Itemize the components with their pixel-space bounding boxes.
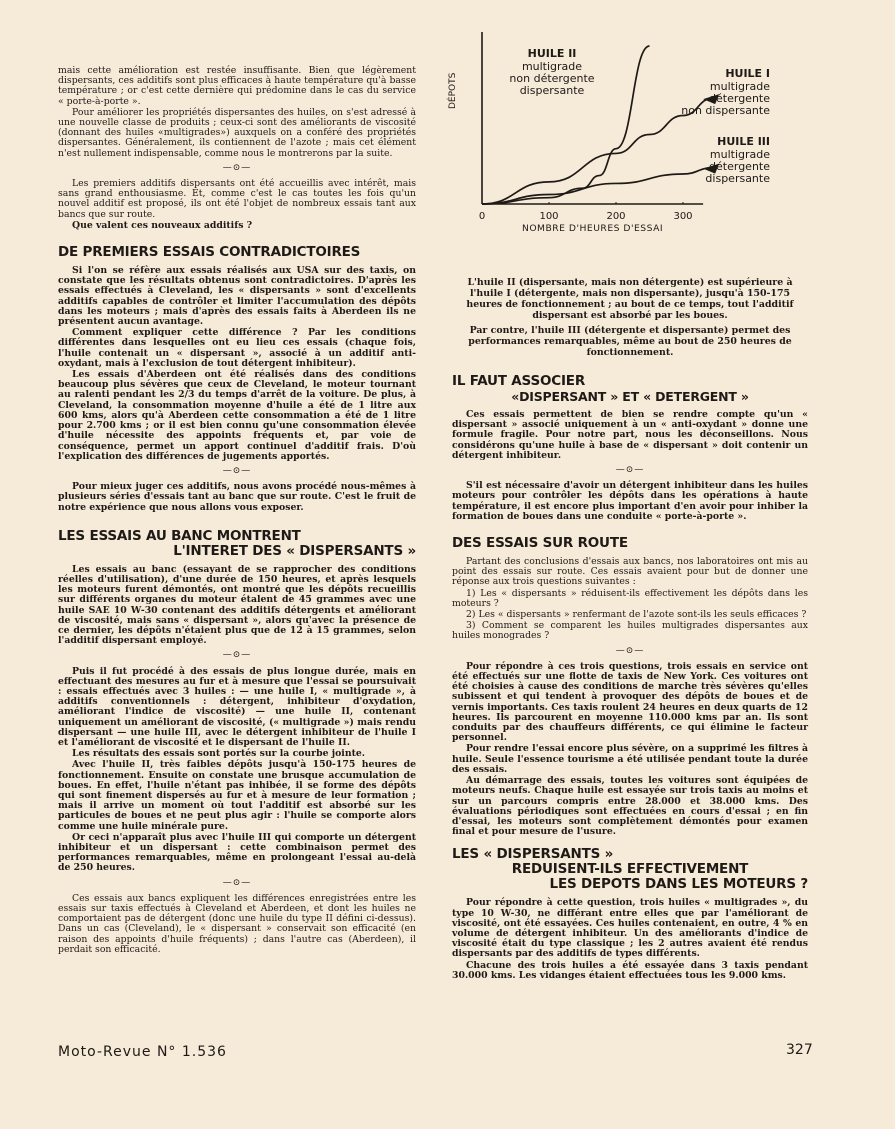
- paragraph: Ces essais permettent de bien se rendre compte qu'un « dispersant » associé uniquement à un « anti-oxydant » donne une formule fragile. Pour notre part, nous les déconseillons. Nous considérons qu'une huile à base de « dispersant » doit contenir un détergent inhibiteur.: [452, 409, 808, 461]
- paragraph: Ces essais aux bancs expliquent les différences enregistrées entre les essais sur taxis effectués à Cleveland et Aberdeen, et dont les huiles ne comportaient pas de détergent (donc une huile du type II défini ci-dessus). Dans un cas (Cleveland), le « dispersant » conservait son efficacité (en raison des appoints d'huile fréquents) ; dans l'autre cas (Aberdeen), il perdait son efficacité.: [58, 892, 416, 955]
- separator: —⊙—: [222, 162, 252, 173]
- paragraph: Pour rendre l'essai encore plus sévère, on a supprimé les filtres à huile. Seule l'essence tourisme a été utilisée pendant toute la durée des essais.: [452, 743, 808, 775]
- series-desc-label: détergente: [709, 92, 770, 105]
- section-heading: DE PREMIERS ESSAIS CONTRADICTOIRES: [58, 244, 361, 261]
- series-line-3: [482, 168, 713, 204]
- series-name-label: HUILE III: [717, 135, 770, 148]
- paragraph: 2) Les « dispersants » renfermant de l'azote sont-ils les seuls efficaces ?: [466, 609, 807, 621]
- series-desc-label: dispersante: [705, 172, 770, 185]
- chart-series-labels: [509, 47, 770, 185]
- heading-line: REDUISENT-ILS EFFECTIVEMENT: [511, 861, 749, 878]
- paragraph: Comment expliquer cette différence ? Par les conditions différentes dans lesquelles ont eu lieu ces essais (chaque fois, l'huile contenait un « dispersant », associé à un additif anti-oxydant, mais à l'exclusion de tout détergent inhibiteur).: [58, 327, 416, 369]
- series-desc-label: non détergente: [509, 72, 595, 85]
- paragraph: 3) Comment se comparent les huiles multigrades dispersantes aux huiles monogrades ?: [452, 620, 808, 642]
- paragraph: Pour répondre à ces trois questions, trois essais en service ont été effectués sur une flotte de taxis de New York. Ces voitures ont été choisies à cause des conditions de marche très sévères qu'elles subissent et qui tendent à provoquer des dépôts de boues et de vernis importants. Ces taxis roulent 24 heures en deux quarts de 12 heures. Ils parcourent en moyenne 110.000 kms par an. Ils sont conduits par des chauffeurs différents, ce qui élimine le facteur personnel.: [452, 660, 808, 744]
- y-axis-label: DÉPOTS: [448, 72, 458, 109]
- paragraph: Au démarrage des essais, toutes les voitures sont équipées de moteurs neufs. Chaque huile est essayée sur trois taxis au moins et sur un parcours compris entre 28.000 et 38.000 kms. Des évaluations périodiques sont effectuées en cours d'essai ; en fin d'essai, les moteurs sont complètement démontés pour examen final et pour mesure de l'usure.: [452, 775, 808, 838]
- paragraph: Pour mieux juger ces additifs, nous avons procédé nous-mêmes à plusieurs séries d'essais tant au banc que sur route. C'est le fruit de notre expérience que nous allons vous exposer.: [58, 481, 416, 513]
- heading-line: LES DEPOTS DANS LES MOTEURS ?: [549, 876, 808, 893]
- chart-caption: L'huile II (dispersante, mais non détergente) est supérieure à l'huile I (détergente, mais non dispersante), jusqu'à 150-175 heures de fonctionnement ; au bout de ce temps, tout l'additif dispersant est absorbé par les boues.: [466, 277, 794, 321]
- series-desc-label: détergente: [709, 160, 770, 173]
- right-column: [452, 277, 808, 982]
- series-desc-label: multigrade: [709, 80, 770, 93]
- series-line-2: [482, 98, 713, 204]
- series-desc-label: non dispersante: [681, 104, 770, 117]
- deposits-chart: [440, 30, 810, 255]
- chart-ticks: [479, 202, 693, 222]
- x-tick-label: 100: [539, 211, 559, 222]
- paragraph: Pour améliorer les propriétés dispersantes des huiles, on s'est adressé à une nouvelle classe de produits ; ceux-ci sont des améliorants de viscosité (donnant des huiles «multigrades») auxquels on a conféré des propriétés dispersantes. Généralement, ils contiennent de l'azote ; mais cet élément n'est nullement indispensable, comme nous le montrerons par la suite.: [58, 106, 416, 159]
- x-tick-label: 0: [478, 211, 486, 222]
- paragraph: Or ceci n'apparaît plus avec l'huile III qui comporte un détergent inhibiteur et un dispersant : cette combinaison permet des performances remarquables, même en prolongeant l'essai au-delà de 250 heures.: [58, 831, 416, 874]
- heading-line: L'INTERET DES « DISPERSANTS »: [173, 542, 416, 559]
- paragraph: Les essais au banc (essayant de se rapprocher des conditions réelles d'utilisation), d'une durée de 150 heures, et après lesquels les moteurs furent démontés, ont montré que les dépôts recueillis sur différents organes du moteur étalent de 45 grammes avec une huile SAE 10 W-30 contenant des additifs détergents et améliorant de viscosité, mais sans « dispersant », alors qu'avec la présence de ce dernier, les dépôts n'étaient plus que de 12 à 15 grammes, selon l'additif dispersant employé.: [58, 563, 416, 647]
- x-axis-label: NOMBRE D'HEURES D'ESSAI: [521, 223, 664, 234]
- separator: —⊙—: [222, 650, 252, 661]
- paragraph: Que valent ces nouveaux additifs ?: [72, 219, 253, 231]
- series-desc-label: dispersante: [519, 84, 585, 97]
- separator: —⊙—: [222, 877, 252, 888]
- section-heading: [452, 374, 808, 404]
- paragraph: Les premiers additifs dispersants ont été accueillis avec intérêt, mais sans grand enthousiasme. Et, comme c'est le cas toutes les fois qu'un nouvel additif est proposé, ils ont été l'objet de nombreux essais tant aux bancs que sur route.: [58, 178, 416, 220]
- heading-line: LES « DISPERSANTS »: [452, 846, 614, 863]
- paragraph: Les essais d'Aberdeen ont été réalisés dans des conditions beaucoup plus sévères que ceux de Cleveland, le moteur tournant au ralenti pendant les 2/3 du temps d'arrêt de la voiture. De plus, à Cleveland, la consommation moyenne d'huile a été de 1 litre aux 600 kms, alors qu'à Aberdeen cette consommation a été de 1 litre pour 2.700 kms ; or il est bien connu qu'une consommation élevée d'huile nécessite des appoints fréquents et, par voie de conséquence, permet un apport continuel d'additif frais. D'où l'explication des différences de jugements apportés.: [58, 369, 416, 462]
- paragraph: Avec l'huile II, très faibles dépôts jusqu'à 150-175 heures de fonctionnement. Ensuite on constate une brusque accumulation de boues. En effet, l'huile n'étant pas inhibée, il se forme des dépôts qui sont finement dispersés au fur et à mesure de leur formation ; mais il arrive un moment où tout l'additif est absorbé sur les particules de boues et ne peut plus agir : l'huile se comporte alors comme une huile minérale pure.: [58, 759, 416, 832]
- left-column: [58, 66, 416, 956]
- paragraph: mais cette amélioration est restée insuffisante. Bien que légèrement dispersants, ces additifs sont plus efficaces à haute température qu'à basse température ; or c'est cette dernière qui prédomine dans le cas du service « porte-à-porte ».: [58, 65, 416, 107]
- series-name-label: HUILE II: [527, 47, 577, 60]
- magazine-name: Moto-Revue N° 1.536: [58, 1044, 227, 1060]
- chart-lines: [482, 46, 719, 204]
- separator: —⊙—: [222, 465, 252, 476]
- series-desc-label: multigrade: [521, 60, 583, 73]
- paragraph: 1) Les « dispersants » réduisent-ils effectivement les dépôts dans les moteurs ?: [452, 587, 808, 609]
- page-number: 327: [786, 1042, 813, 1058]
- heading-line: «DISPERSANT » ET « DETERGENT »: [511, 389, 749, 404]
- paragraph: Les résultats des essais sont portés sur la courbe jointe.: [72, 748, 366, 760]
- series-desc-label: multigrade: [709, 148, 770, 161]
- section-heading: [58, 529, 416, 559]
- x-tick-label: 200: [606, 211, 626, 222]
- paragraph: Si l'on se réfère aux essais réalisés aux USA sur des taxis, on constate que les résultats obtenus sont contradictoires. D'après les essais effectués à Cleveland, les « dispersants » sont d'excellents additifs capables de contrôler et limiter l'accumulation des dépôts dans les moteurs ; mais d'après des essais faits à Aberdeen ils ne présentent aucun avantage.: [58, 265, 416, 328]
- paragraph: Puis il fut procédé à des essais de plus longue durée, mais en effectuant des mesures au fur et à mesure que l'essai se poursuivait : essais effectués avec 3 huiles : — une huile I, « multigrade », à additifs conventionnels : détergent, inhibiteur d'oxydation, améliorant l'indice de viscosité) — une huile II, contenant uniquement un améliorant de viscosité, (« multigrade ») mais rendu dispersant — une huile III, avec le détergent inhibiteur de l'huile I et l'améliorant de viscosité et le dispersant de l'huile II.: [58, 665, 416, 748]
- series-name-label: HUILE I: [725, 67, 770, 80]
- paragraph: S'il est nécessaire d'avoir un détergent inhibiteur dans les huiles moteurs pour contrôler les dépôts dans les opérations à haute température, il est encore plus important d'en avoir pour inhiber la formation de boues dans une conduite « porte-à-porte ».: [452, 480, 808, 522]
- paragraph: Partant des conclusions d'essais aux bancs, nos laboratoires ont mis au point des essais sur route. Ces essais avaient pour but de donner une réponse aux trois questions suivantes :: [452, 556, 808, 588]
- heading-line: IL FAUT ASSOCIER: [452, 373, 586, 389]
- section-heading: DES ESSAIS SUR ROUTE: [452, 535, 628, 552]
- heading-line: LES ESSAIS AU BANC MONTRENT: [58, 527, 301, 544]
- section-heading: [452, 847, 808, 892]
- x-tick-label: 300: [673, 211, 693, 222]
- separator: —⊙—: [615, 465, 645, 476]
- paragraph: Chacune des trois huiles a été essayée dans 3 taxis pendant 30.000 kms. Les vidanges étaient effectuées tous les 9.000 kms.: [452, 959, 808, 981]
- chart-caption: Par contre, l'huile III (détergente et dispersante) permet des performances remarquables, même au bout de 250 heures de fonctionnement.: [468, 325, 792, 358]
- paragraph: Pour répondre à cette question, trois huiles « multigrades », du type 10 W-30, ne différant entre elles que par l'améliorant de viscosité, ont été essayées. Ces huiles contenaient, en outre, 4 % en volume de détergent inhibiteur. Un des améliorants d'indice de viscosité était du type classique ; les 2 autres avaient été rendus dispersants par des additifs de types différents.: [452, 897, 808, 960]
- separator: —⊙—: [615, 645, 645, 656]
